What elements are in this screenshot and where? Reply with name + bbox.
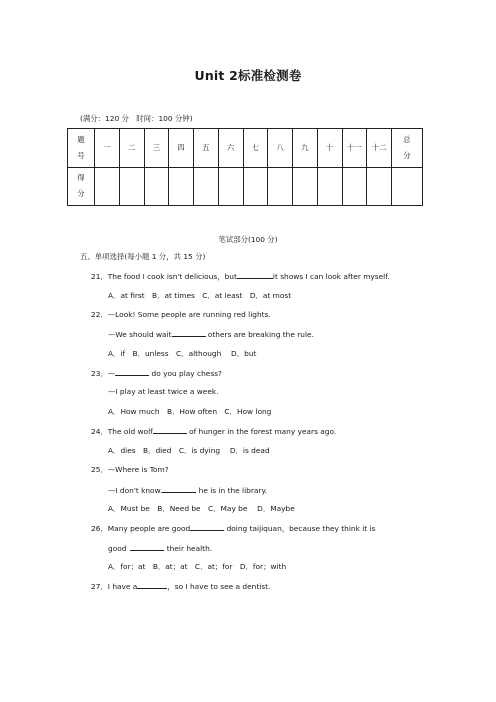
score-table-header-row — [68, 129, 423, 168]
question-22-options: A．if B．unless C．although D．but — [108, 349, 257, 358]
total-label-char: 分 — [403, 150, 411, 160]
question-24-options: A．dies B．died C．is dying D．is dead — [108, 446, 270, 455]
total-score-cell[interactable] — [392, 167, 423, 206]
header-label-char: 号 — [77, 150, 85, 160]
answer-blank[interactable] — [130, 542, 164, 551]
score-cell[interactable] — [119, 167, 144, 206]
column-header: 十 — [317, 129, 342, 168]
question-23-response: —I play at least twice a week. — [108, 387, 219, 396]
answer-blank[interactable] — [190, 522, 224, 531]
section-title: 笔试部分(100 分) — [218, 235, 278, 244]
answer-blank[interactable] — [237, 270, 273, 279]
question-text: ，so I have to see a dentist. — [167, 582, 271, 591]
answer-blank[interactable] — [115, 367, 149, 376]
score-cell[interactable] — [243, 167, 268, 206]
question-23-options: A．How much B．How often C．How long — [108, 407, 272, 416]
column-header: 五 — [194, 129, 219, 168]
column-header: 九 — [293, 129, 318, 168]
question-21-options: A．at first B．at times C．at least D．at most — [108, 291, 292, 300]
total-label-cell — [392, 129, 423, 168]
score-cell[interactable] — [218, 167, 243, 206]
question-text: of hunger in the forest many years ago. — [186, 427, 337, 436]
question-26-continued — [108, 542, 212, 553]
score-label-cell — [68, 167, 95, 206]
column-header: 三 — [144, 129, 169, 168]
score-cell[interactable] — [293, 167, 318, 206]
part-heading: 五、单项选择(每小题 1 分，共 15 分) — [80, 252, 206, 261]
question-25-response — [108, 484, 267, 495]
question-text: 24．The old wolf — [91, 427, 153, 436]
score-label-char: 分 — [77, 189, 85, 199]
column-header: 七 — [243, 129, 268, 168]
question-22-response — [108, 328, 314, 339]
question-text: 26．Many people are good — [91, 524, 191, 533]
answer-blank[interactable] — [162, 484, 196, 493]
question-text: their health. — [164, 544, 213, 553]
column-header: 一 — [95, 129, 120, 168]
score-cell[interactable] — [268, 167, 293, 206]
header-label-char: 题 — [77, 134, 85, 144]
question-text: others are breaking the rule. — [205, 330, 314, 339]
question-text: do you play chess? — [149, 369, 222, 378]
score-cell[interactable] — [317, 167, 342, 206]
page-title: Unit 2标准检测卷 — [194, 68, 302, 83]
question-21 — [91, 270, 390, 282]
question-text: 27．I have a — [91, 582, 138, 591]
question-text: 23．— — [91, 369, 116, 378]
question-23 — [91, 367, 222, 379]
question-27 — [91, 580, 270, 592]
question-24 — [91, 425, 336, 437]
answer-blank[interactable] — [153, 425, 187, 434]
question-25-options: A．Must be B．Need be C．May be D．Maybe — [108, 504, 295, 513]
answer-blank[interactable] — [172, 328, 206, 337]
question-text: —I don't know. — [108, 486, 163, 495]
question-text: he is in the library. — [196, 486, 268, 495]
column-header: 十一 — [342, 129, 367, 168]
header-label-cell — [68, 129, 95, 168]
column-header: 二 — [119, 129, 144, 168]
score-cell[interactable] — [169, 167, 194, 206]
question-text: doing taijiquan，because they think it is — [224, 524, 376, 533]
column-header: 十二 — [367, 129, 392, 168]
score-cell[interactable] — [342, 167, 367, 206]
score-cell[interactable] — [95, 167, 120, 206]
total-label-char: 总 — [403, 134, 411, 144]
question-25: 25．—Where is Tom? — [91, 465, 169, 474]
question-text: —We should wait — [108, 330, 172, 339]
column-header: 六 — [218, 129, 243, 168]
question-26-options: A．for；at B．at；at C．at；for D．for；with — [108, 562, 287, 571]
question-text: it shows I can look after myself. — [272, 272, 390, 281]
score-cell[interactable] — [194, 167, 219, 206]
question-text: good — [108, 544, 127, 553]
score-table — [67, 128, 423, 206]
score-cell[interactable] — [144, 167, 169, 206]
column-header: 八 — [268, 129, 293, 168]
question-text: 21．The food I cook isn't delicious，but — [91, 272, 237, 281]
question-26 — [91, 522, 375, 534]
question-22: 22．—Look! Some people are running red lights. — [91, 310, 271, 319]
score-table-score-row — [68, 167, 423, 206]
score-time-info: (满分：120 分 时间：100 分钟) — [80, 114, 193, 123]
column-header: 四 — [169, 129, 194, 168]
score-label-char: 得 — [77, 173, 85, 183]
answer-blank[interactable] — [137, 580, 167, 589]
score-cell[interactable] — [367, 167, 392, 206]
